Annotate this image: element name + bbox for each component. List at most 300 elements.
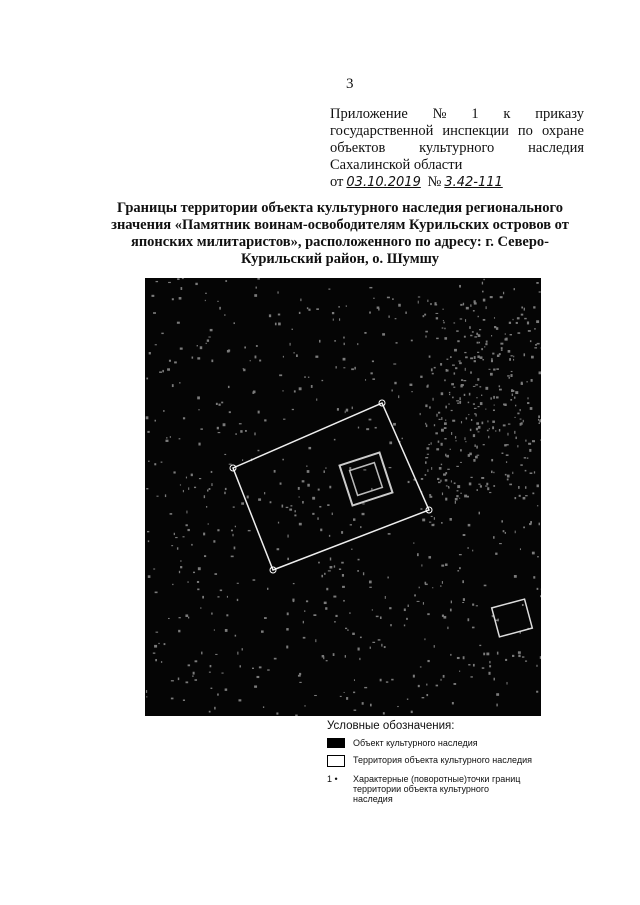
terrain-speck [389,607,391,609]
terrain-speck [431,368,433,371]
terrain-speck [164,643,166,645]
terrain-speck [483,319,486,321]
terrain-speck [209,672,211,673]
terrain-speck [229,411,231,413]
terrain-speck [445,420,446,421]
terrain-speck [177,322,180,324]
legend-label: Территория объекта культурного наследия [353,755,532,765]
terrain-speck [406,618,408,620]
terrain-speck [225,688,228,690]
terrain-speck [321,575,323,578]
terrain-speck [369,581,372,584]
terrain-speck [307,484,309,487]
terrain-speck [362,513,365,515]
terrain-speck [492,353,494,355]
terrain-speck [299,496,300,497]
terrain-speck [534,471,535,473]
terrain-speck [441,392,443,395]
terrain-speck [275,323,277,326]
terrain-speck [209,711,211,713]
terrain-speck [461,384,464,386]
terrain-speck [465,356,468,358]
terrain-speck [478,335,481,337]
terrain-speck [451,601,452,604]
terrain-speck [200,346,202,349]
terrain-speck [299,387,302,390]
terrain-speck [452,702,454,704]
terrain-speck [521,307,523,309]
terrain-speck [254,685,257,687]
terrain-speck [427,454,429,455]
text: № [427,174,442,190]
terrain-speck [460,449,462,451]
terrain-speck [514,575,517,578]
terrain-speck [149,352,151,354]
terrain-speck [360,637,362,639]
terrain-speck [501,349,503,351]
terrain-speck [392,298,394,300]
terrain-speck [370,372,372,374]
terrain-speck [463,303,464,306]
terrain-speck [191,544,192,546]
terrain-speck [443,309,444,310]
terrain-speck [197,589,199,591]
terrain-speck [411,391,412,392]
terrain-speck [170,436,171,438]
terrain-speck [459,554,462,555]
terrain-speck [478,484,480,485]
satellite-map [145,278,541,716]
terrain-speck [195,283,197,285]
terrain-speck [478,316,479,317]
terrain-speck [235,526,236,528]
terrain-speck [459,285,461,288]
terrain-speck [313,614,316,616]
terrain-speck [178,678,179,681]
terrain-speck [369,287,372,288]
terrain-speck [316,308,319,310]
terrain-speck [174,361,177,363]
terrain-speck [441,464,442,465]
terrain-speck [302,501,304,504]
terrain-speck [507,433,508,436]
terrain-speck [464,394,466,396]
terrain-speck [452,397,454,399]
terrain-speck [485,409,486,410]
terrain-speck [536,282,538,284]
terrain-speck [528,330,531,332]
terrain-speck [339,568,341,569]
terrain-speck [255,356,257,359]
terrain-speck [346,697,348,700]
terrain-speck [534,347,537,348]
terrain-speck [517,445,518,447]
terrain-speck [304,705,305,706]
terrain-speck [489,428,490,429]
terrain-speck [441,522,443,524]
terrain-speck [518,655,520,657]
terrain-speck [205,293,207,294]
terrain-speck [206,343,207,344]
terrain-speck [171,680,174,681]
terrain-speck [231,556,234,558]
terrain-speck [485,485,488,486]
terrain-speck [198,409,199,410]
terrain-speck [242,648,243,650]
terrain-speck [446,485,448,486]
terrain-speck [519,495,521,497]
terrain-speck [278,522,279,524]
terrain-speck [168,618,170,619]
terrain-speck [351,549,353,550]
terrain-speck [425,331,428,333]
terrain-speck [443,320,444,321]
terrain-speck [469,326,471,329]
terrain-speck [404,625,405,627]
terrain-speck [282,459,284,461]
terrain-speck [343,367,345,368]
terrain-speck [460,462,462,463]
terrain-speck [479,329,481,330]
terrain-speck [345,655,346,658]
terrain-speck [426,694,428,696]
terrain-speck [453,683,456,685]
terrain-speck [497,355,500,357]
terrain-speck [232,534,233,536]
terrain-speck [299,673,301,675]
terrain-speck [388,533,391,535]
terrain-speck [468,664,470,665]
terrain-speck [474,408,477,409]
terrain-speck [323,470,324,472]
terrain-speck [514,288,515,290]
terrain-speck [477,431,479,432]
terrain-speck [483,653,485,656]
terrain-speck [254,294,257,297]
terrain-speck [295,715,297,716]
terrain-speck [252,668,254,669]
terrain-speck [146,696,147,697]
terrain-speck [444,337,447,339]
terrain-speck [197,396,200,399]
terrain-speck [537,588,539,590]
terrain-speck [303,637,306,639]
terrain-speck [468,454,470,457]
terrain-speck [311,385,313,388]
terrain-speck [153,312,156,314]
terrain-speck [509,358,511,361]
terrain-speck [457,657,460,659]
text: 1 [471,106,479,122]
terrain-speck [394,382,396,384]
terrain-speck [217,693,219,695]
terrain-speck [389,441,392,444]
terrain-speck [462,602,464,603]
terrain-speck [350,524,352,525]
terrain-speck [466,307,469,310]
terrain-speck [259,666,262,668]
terrain-speck [364,687,367,688]
terrain-speck [193,672,195,675]
terrain-speck [247,496,249,499]
terrain-speck [515,391,518,394]
terrain-speck [244,346,246,348]
terrain-speck [493,409,495,411]
terrain-speck [539,371,541,374]
terrain-speck [346,305,347,307]
terrain-speck [362,503,364,504]
terrain-speck [486,341,488,343]
terrain-speck [513,359,514,361]
terrain-speck [428,556,431,558]
terrain-speck [451,410,453,411]
terrain-speck [224,454,226,455]
terrain-speck [470,371,472,373]
terrain-speck [180,566,182,568]
terrain-speck [235,635,236,637]
terrain-speck [457,340,459,342]
terrain-speck [330,566,333,568]
terrain-speck [307,307,308,309]
terrain-speck [454,482,456,484]
terrain-speck [362,702,364,705]
terrain-speck [218,432,221,433]
terrain-speck [447,627,448,629]
terrain-speck [205,300,206,301]
terrain-speck [197,345,198,346]
terrain-speck [477,352,479,353]
terrain-speck [513,319,514,320]
terrain-speck [174,533,175,535]
terrain-speck [522,656,524,657]
terrain-speck [217,301,218,302]
appendix-line-1 [330,106,584,123]
terrain-speck [426,684,427,686]
terrain-speck [499,385,500,387]
terrain-speck [472,550,473,552]
terrain-speck [167,368,170,370]
terrain-speck [292,409,294,410]
terrain-speck [312,497,315,500]
terrain-speck [514,417,515,418]
terrain-speck [497,652,499,655]
terrain-speck [523,497,526,500]
terrain-speck [436,338,439,339]
terrain-speck [518,651,521,654]
terrain-speck [407,699,408,700]
terrain-speck [328,570,331,571]
terrain-speck [358,427,359,429]
terrain-speck [327,504,329,506]
terrain-speck [443,616,446,619]
terrain-speck [429,496,432,498]
terrain-speck [461,379,463,381]
terrain-speck [445,498,447,501]
terrain-speck [425,335,426,337]
terrain-speck [211,688,213,689]
terrain-speck [427,660,429,662]
terrain-speck [372,609,373,610]
handwritten-date: 03.10.2019 [346,175,421,190]
terrain-speck [398,304,401,307]
terrain-speck [472,604,474,606]
terrain-speck [494,678,495,681]
terrain-speck [203,533,205,536]
terrain-speck [180,348,183,350]
terrain-speck [146,690,147,693]
terrain-speck [473,434,475,437]
terrain-speck [225,280,227,282]
terrain-speck [220,590,222,592]
terrain-speck [225,629,228,632]
legend-heading: Условные обозначения: [327,720,455,732]
terrain-speck [474,360,476,362]
terrain-speck [505,474,507,476]
terrain-speck [478,426,481,429]
terrain-speck [369,587,371,588]
terrain-speck [320,529,322,532]
terrain-speck [183,417,185,419]
terrain-speck [277,291,278,293]
terrain-speck [446,455,447,457]
terrain-speck [509,484,512,486]
terrain-speck [286,628,288,630]
terrain-speck [476,446,478,449]
text: инспекции [442,123,509,139]
terrain-speck [527,402,529,404]
terrain-speck [241,502,244,504]
terrain-speck [270,501,272,503]
terrain-speck [505,659,507,661]
terrain-speck [533,306,535,308]
terrain-speck [496,693,499,696]
terrain-speck [198,567,201,570]
terrain-speck [171,545,173,546]
terrain-speck [352,633,355,635]
terrain-speck [443,473,446,475]
terrain-speck [532,493,534,495]
terrain-speck [146,378,148,380]
terrain-speck [496,396,499,398]
terrain-speck [187,581,188,582]
terrain-speck [173,471,175,473]
terrain-speck [231,530,233,532]
terrain-speck [539,523,540,526]
terrain-speck [177,278,179,280]
terrain-speck [344,343,345,345]
terrain-speck [447,469,450,470]
terrain-speck [245,430,247,432]
terrain-speck [277,548,280,550]
terrain-speck [419,587,420,589]
terrain-speck [206,506,207,508]
terrain-speck [434,304,437,305]
terrain-speck [351,368,354,370]
terrain-speck [280,482,282,484]
terrain-speck [163,410,164,412]
terrain-speck [154,645,157,648]
terrain-speck [525,470,527,472]
appendix-header [330,106,584,191]
structure-outline [492,599,533,637]
terrain-speck [507,682,508,685]
handwritten-number: 3.42-111 [444,175,503,190]
terrain-speck [318,562,320,564]
terrain-speck [278,314,280,316]
text: приказу [535,106,584,122]
terrain-speck [483,279,484,280]
terrain-speck [287,558,289,560]
terrain-speck [478,406,480,407]
terrain-speck [467,618,469,621]
terrain-speck [463,534,466,536]
terrain-speck [450,356,452,358]
terrain-speck [456,400,459,401]
terrain-speck [198,443,200,446]
terrain-speck [495,430,496,431]
terrain-speck [380,616,382,619]
terrain-speck [393,363,396,364]
terrain-speck [155,420,156,422]
terrain-speck [175,537,177,538]
terrain-speck [529,523,531,525]
terrain-speck [300,299,301,302]
terrain-speck [333,596,336,598]
terrain-speck [511,355,513,356]
terrain-speck [342,574,344,577]
terrain-speck [373,298,374,299]
terrain-speck [429,522,431,523]
terrain-speck [493,369,495,371]
terrain-speck [481,348,483,350]
terrain-speck [397,706,399,707]
terrain-speck [156,496,158,497]
terrain-speck [233,506,235,507]
terrain-speck [520,419,522,420]
terrain-speck [488,672,490,675]
terrain-speck [354,710,357,711]
terrain-speck [455,436,456,438]
terrain-speck [446,359,448,360]
terrain-speck [446,369,447,372]
terrain-speck [524,308,525,311]
terrain-speck [481,477,484,479]
terrain-speck [360,526,361,528]
terrain-speck [472,627,475,629]
terrain-speck [501,520,503,522]
terrain-speck [513,356,514,358]
terrain-speck [353,518,355,520]
terrain-speck [216,403,218,405]
terrain-speck [343,337,344,339]
terrain-speck [536,320,539,323]
terrain-speck [264,492,265,494]
terrain-speck [450,449,451,450]
terrain-speck [513,390,514,392]
terrain-speck [504,404,506,406]
terrain-speck [441,679,442,681]
terrain-speck [454,349,457,352]
terrain-speck [180,560,181,561]
terrain-speck [532,552,535,555]
terrain-speck [363,572,364,575]
terrain-speck [537,556,539,557]
legend-item [327,774,532,804]
terrain-speck [441,429,444,432]
terrain-speck [429,355,431,357]
terrain-speck [307,470,310,473]
terrain-speck [532,440,535,442]
